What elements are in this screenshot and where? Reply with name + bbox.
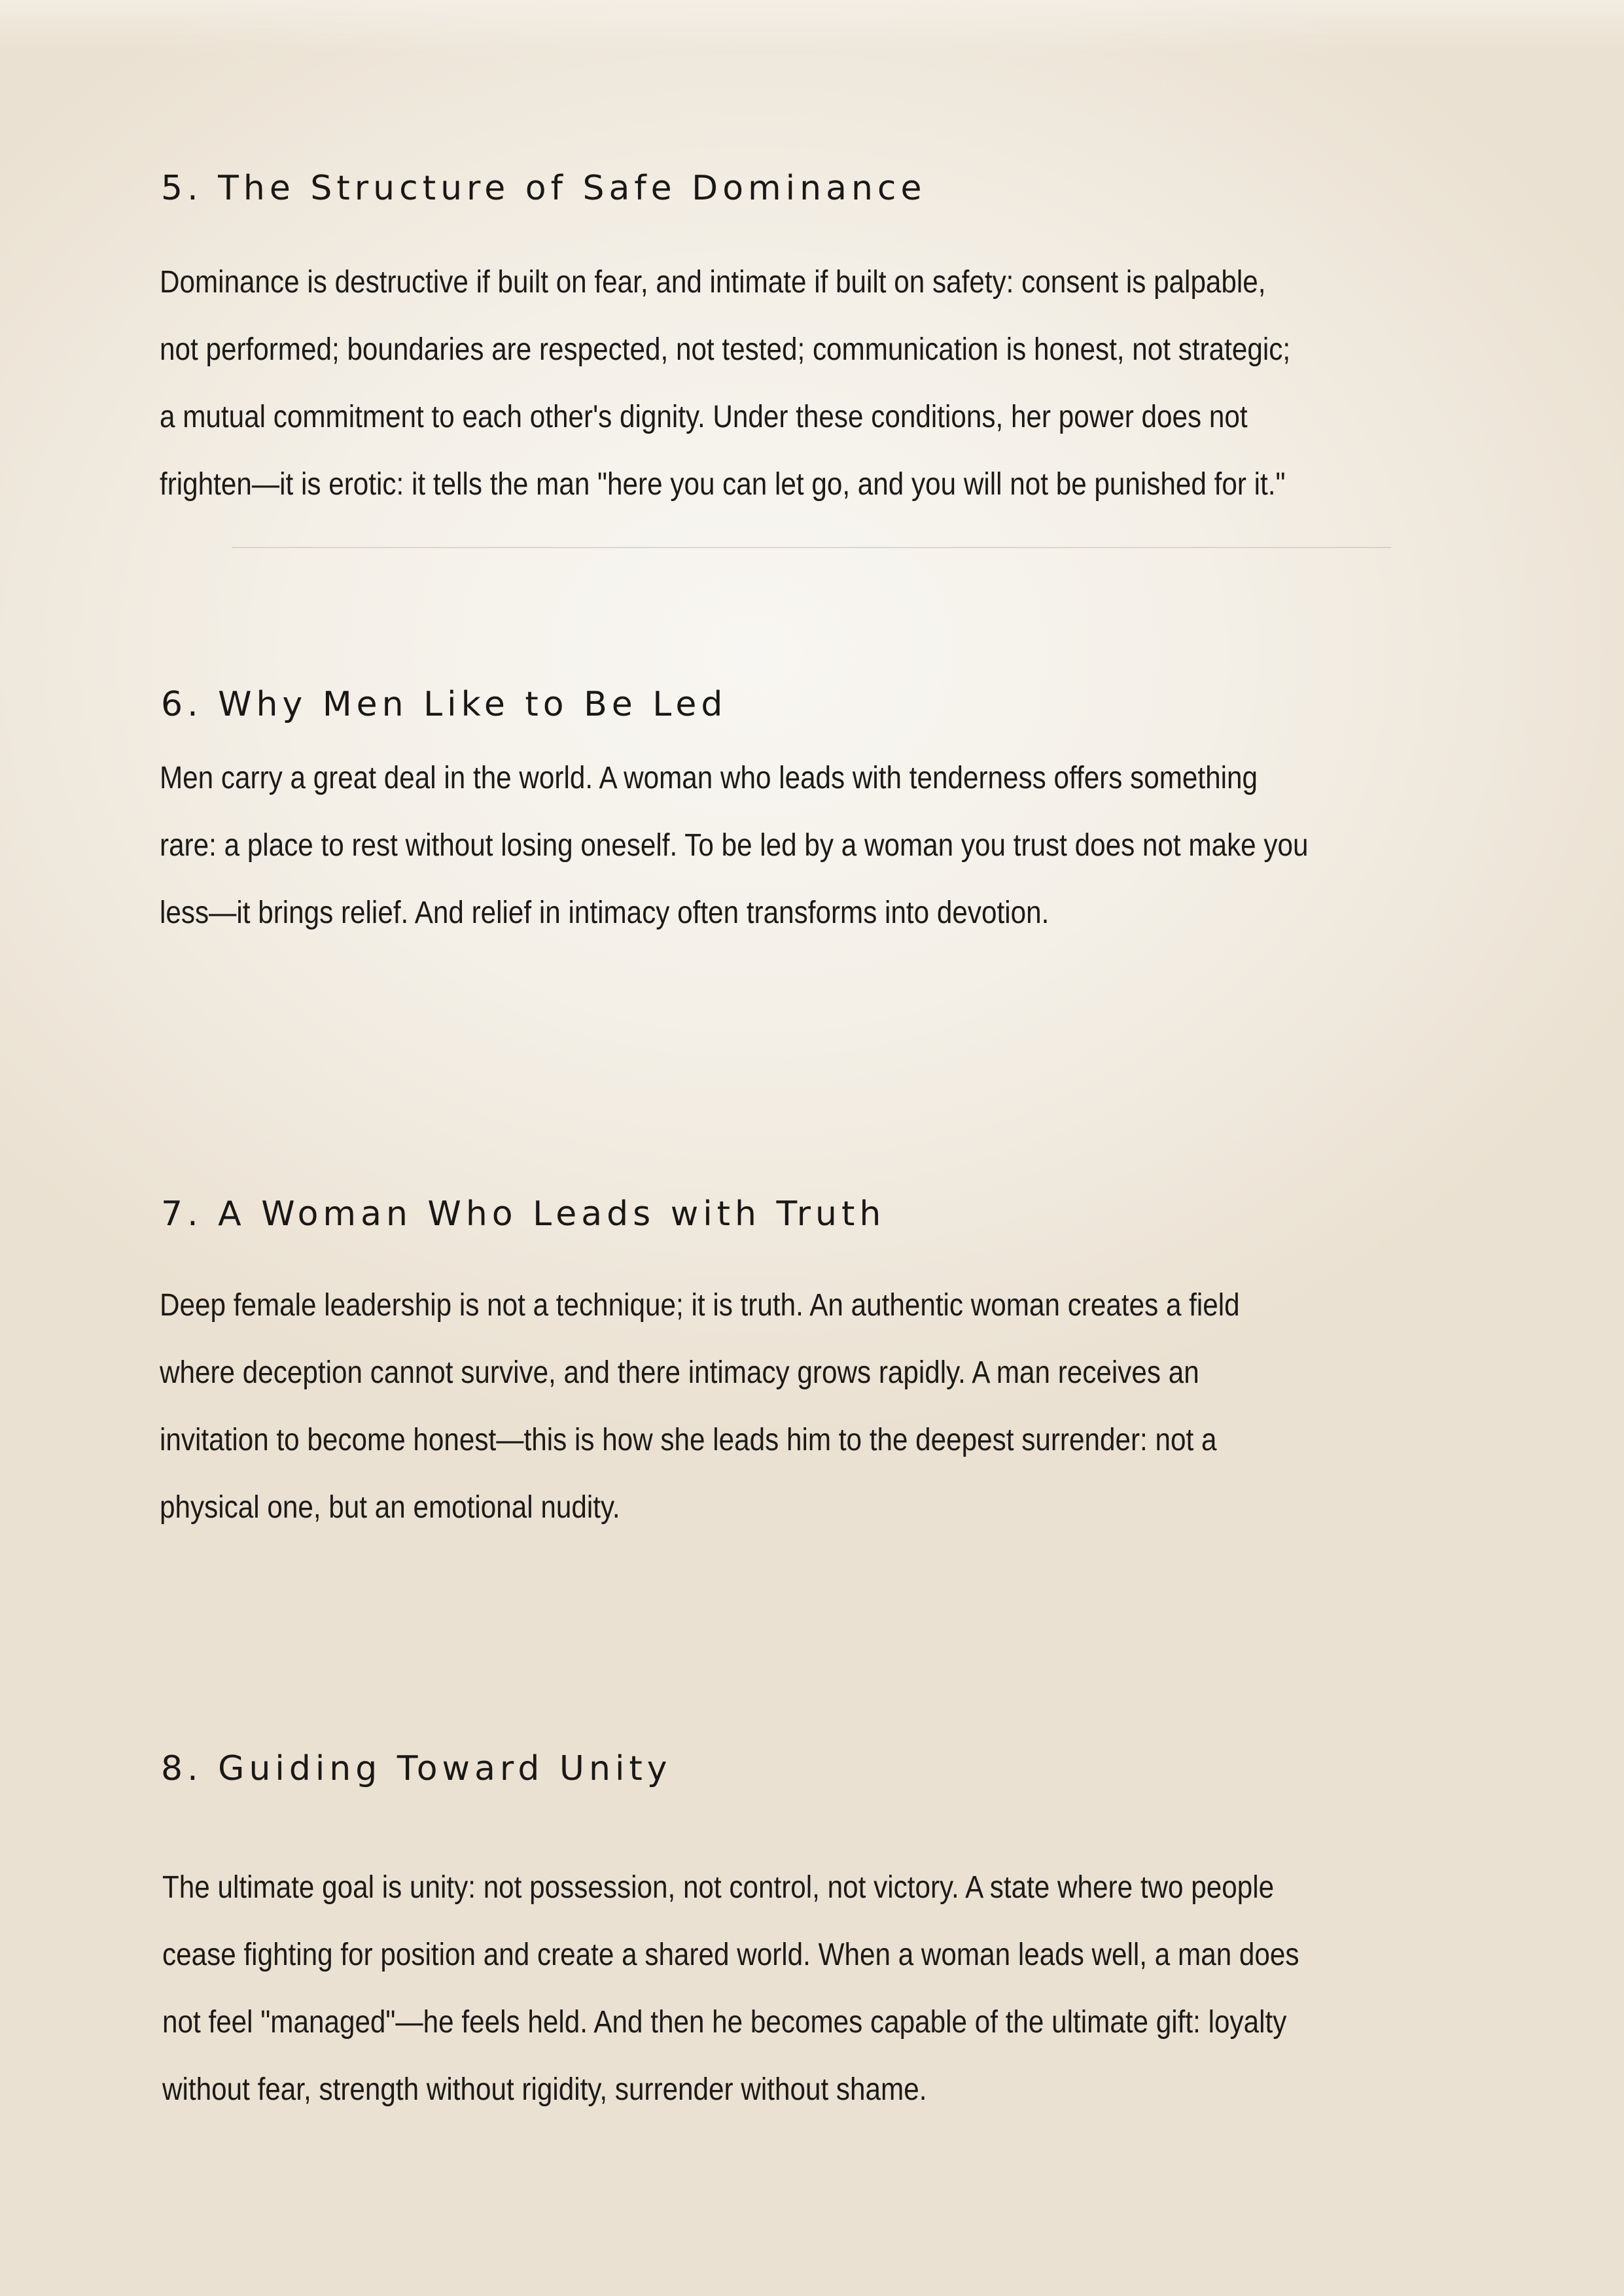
section-5-body: Dominance is destructive if built on fear, and intimate if built on safety: consent is palpable, not performed; boundaries are respected, not tested; communication is honest, not strategic; a mutual commitment to each other's dignity. Under these conditions, her power does not frighten—it is erotic: it tells the man "here you can let go, and you will not be punished for it."	[160, 265, 1291, 502]
section-7-heading: 7. A Woman Who Leads with Truth	[161, 1194, 886, 1234]
section-6-body: Men carry a great deal in the world. A woman who leads with tenderness offers something rare: a place to rest without losing oneself. To be led by a woman you trust does not make you less—it brings relief. And relief in intimacy often transforms into devotion.	[160, 761, 1309, 930]
section-divider	[232, 547, 1391, 548]
section-7-body: Deep female leadership is not a technique; it is truth. An authentic woman creates a field where deception cannot survive, and there intimacy grows rapidly. A man receives an invitation to become honest—this is how she leads him to the deepest surrender: not a physical one, but an emotional nudity.	[160, 1288, 1240, 1525]
section-5-heading: 5. The Structure of Safe Dominance	[161, 169, 927, 208]
section-8-heading: 8. Guiding Toward Unity	[161, 1749, 672, 1788]
section-8-body: The ultimate goal is unity: not possession, not control, not victory. A state where two people cease fighting for position and create a shared world. When a woman leads well, a man does not feel "managed"—he feels held. And then he becomes capable of the ultimate gift: loyalty without fear, strength without rigidity, surrender without shame.	[162, 1870, 1299, 2107]
section-6-heading: 6. Why Men Like to Be Led	[161, 685, 728, 724]
page-top-band	[0, 0, 1624, 53]
